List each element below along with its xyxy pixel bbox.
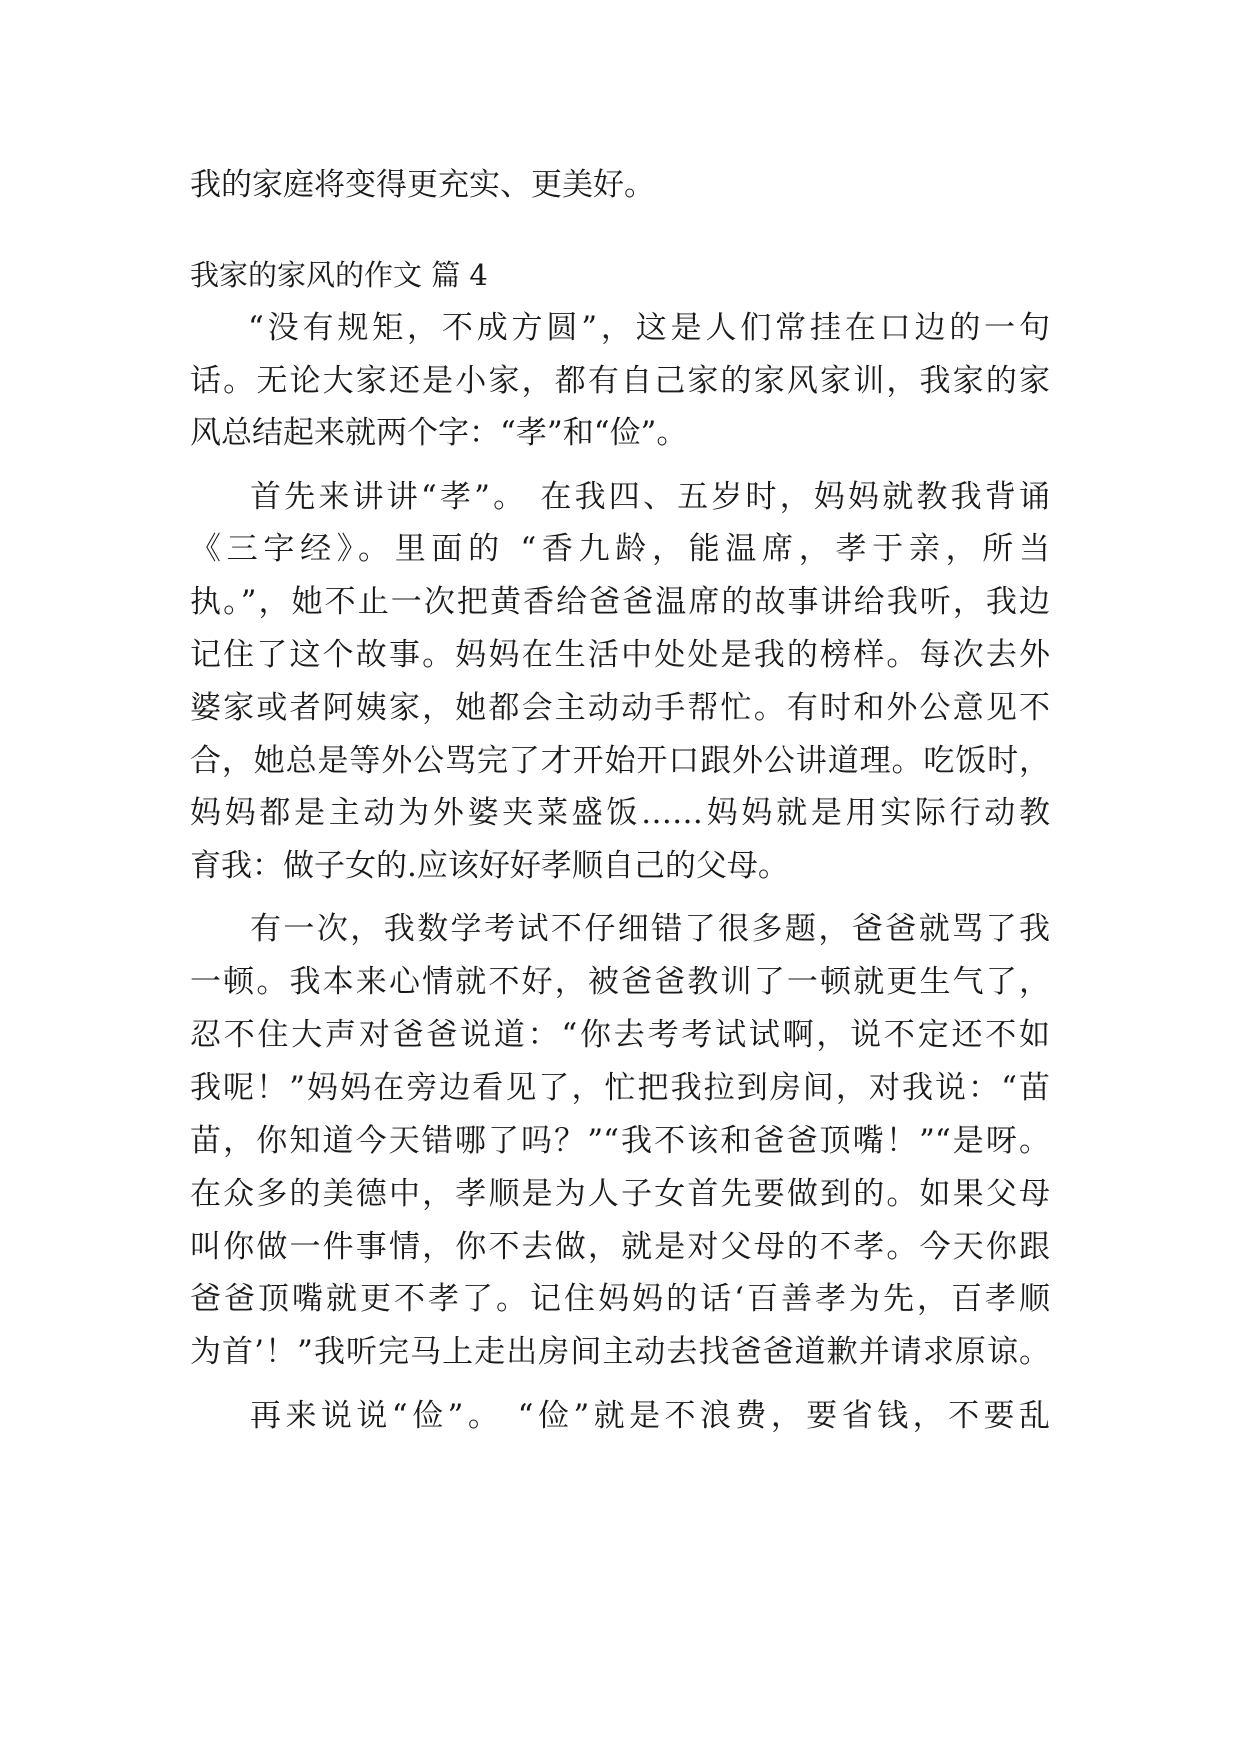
text-line: 妈妈都是主动为外婆夹菜盛饭……妈妈就是用实际行动教 <box>190 795 1050 831</box>
essay-heading: 我家的家风的作文 篇 4 <box>190 258 488 292</box>
text-line: 一顿。我本来心情就不好，被爸爸教训了一顿就更生气了， <box>190 964 1050 1000</box>
text-line: 《三字经》。里面的 “香九龄，能温席，孝于亲，所当 <box>190 531 1050 567</box>
text-line: 在众多的美德中，孝顺是为人子女首先要做到的。如果父母 <box>190 1176 1050 1212</box>
text-line: “没有规矩，不成方圆”，这是人们常挂在口边的一句 <box>248 310 1050 346</box>
text-line: 苗，你知道今天错哪了吗？”“我不该和爸爸顶嘴！”“是呀。 <box>190 1123 1050 1159</box>
text-line: 爸爸顶嘴就更不孝了。记住妈妈的话‘百善孝为先，百孝顺 <box>190 1281 1050 1317</box>
text-line: 忍不住大声对爸爸说道：“你去考考试试啊，说不定还不如 <box>190 1017 1050 1053</box>
text-line: 话。无论大家还是小家，都有自己家的家风家训，我家的家 <box>190 363 1050 399</box>
text-line: 记住了这个故事。妈妈在生活中处处是我的榜样。每次去外 <box>190 637 1050 673</box>
text-line: 婆家或者阿姨家，她都会主动动手帮忙。有时和外公意见不 <box>190 690 1050 726</box>
text-line: 再来说说“俭”。 “俭”就是不浪费，要省钱，不要乱 <box>250 1398 1050 1434</box>
intro-line: 我的家庭将变得更充实、更美好。 <box>190 167 655 203</box>
text-line: 育我：做子女的.应该好好孝顺自己的父母。 <box>190 848 789 884</box>
text-line: 为首’！”我听完马上走出房间主动去找爸爸道歉并请求原谅。 <box>190 1334 1050 1370</box>
text-line: 执。”，她不止一次把黄香给爸爸温席的故事讲给我听，我边 <box>190 584 1050 620</box>
text-line: 有一次，我数学考试不仔细错了很多题，爸爸就骂了我 <box>250 911 1050 947</box>
text-line: 风总结起来就两个字：“孝”和“俭”。 <box>190 415 688 451</box>
text-line: 首先来讲讲“孝”。 在我四、五岁时，妈妈就教我背诵 <box>250 479 1050 515</box>
text-line: 叫你做一件事情，你不去做，就是对父母的不孝。今天你跟 <box>190 1229 1050 1265</box>
text-line: 我呢！”妈妈在旁边看见了，忙把我拉到房间，对我说：“苗 <box>190 1070 1050 1106</box>
text-line: 合，她总是等外公骂完了才开始开口跟外公讲道理。吃饭时， <box>190 743 1050 779</box>
